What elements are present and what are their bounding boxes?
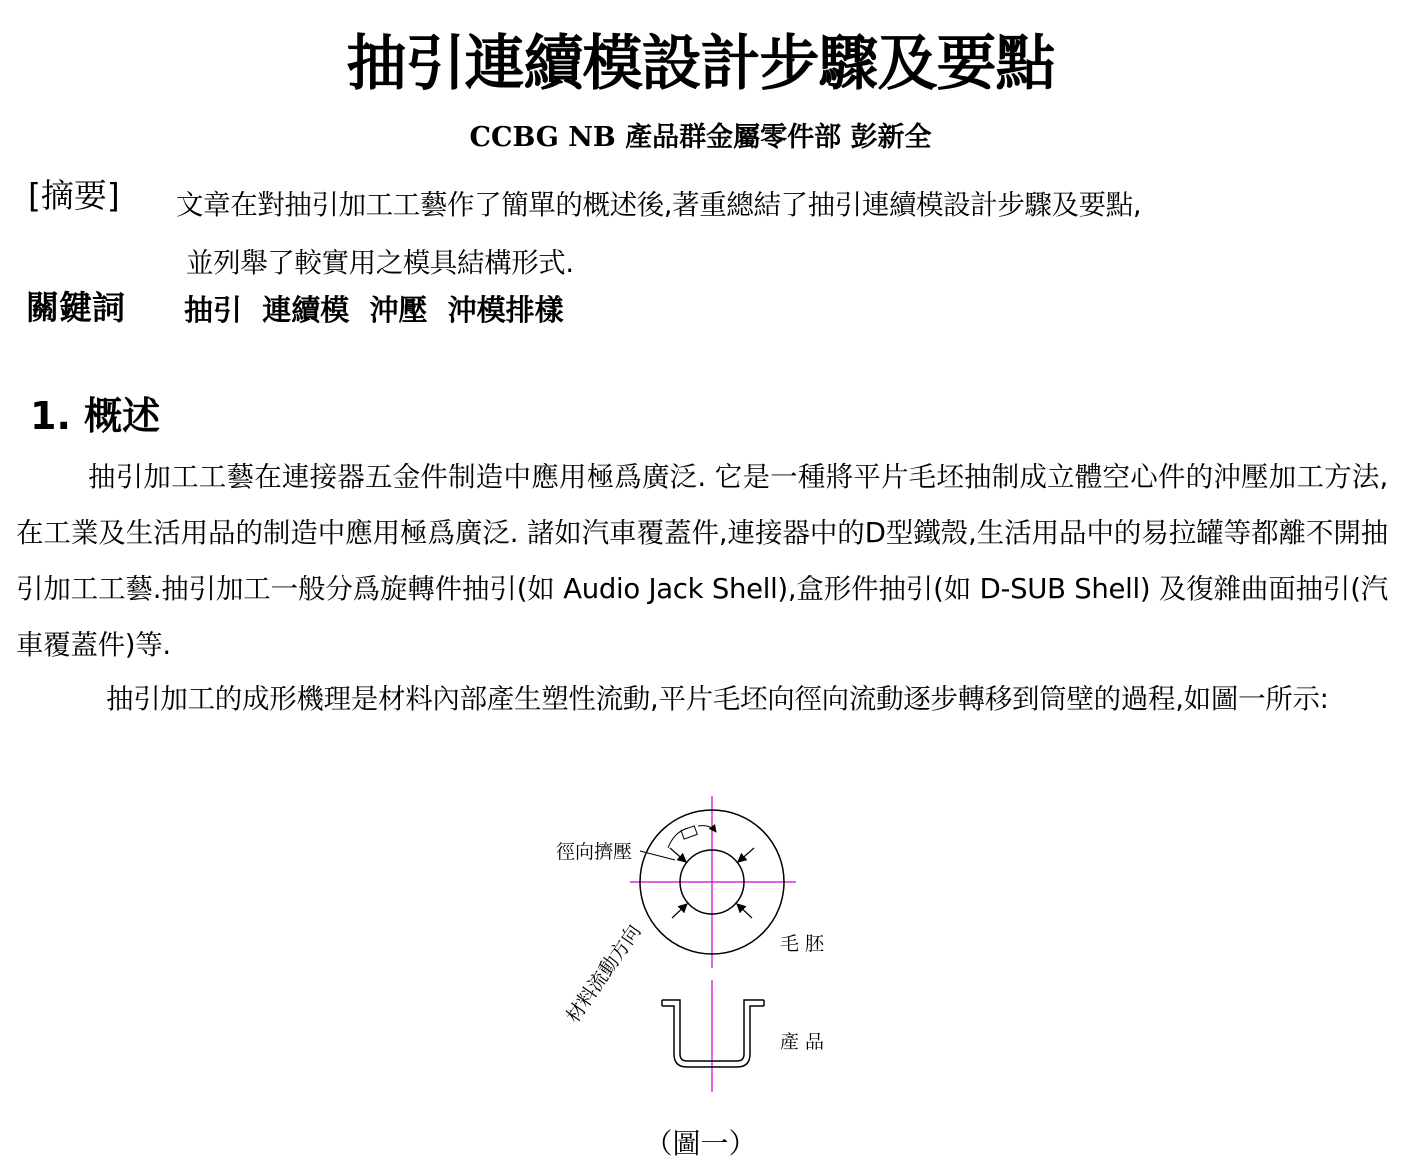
keyword: 沖模排樣 — [447, 293, 564, 327]
document-title: 抽引連續模設計步驟及要點 — [346, 29, 1055, 99]
element-block — [681, 826, 697, 839]
drawing-figure — [540, 790, 860, 1120]
keyword: 抽引 — [184, 293, 243, 327]
paragraph: 抽引加工工藝在連接器五金件制造中應用極爲廣泛. 它是一種將平片毛坯抽制成立體空心件的沖壓加工方法,在工業及生活用品的制造中應用極爲廣泛. 諸如汽車覆蓋件,連接器中的D型鐵殼,生活用品中的易拉罐等都離不開抽引加工工藝.抽引加工一般分爲旋轉件抽引(如 Audio Jack Shell),盒形件抽引(如 D-SUB Shell) 及復雜曲面抽引(汽車覆蓋件)等. — [16, 461, 1388, 661]
label-product: 產 品 — [780, 1031, 825, 1053]
abstract-label: [摘要] — [28, 176, 120, 215]
figure-caption: （圖一） — [644, 1127, 757, 1160]
label-radial: 徑向擠壓 — [556, 841, 633, 863]
keyword: 沖壓 — [369, 293, 428, 327]
label-flow: 材料流動方向 — [562, 920, 646, 1027]
tangential-arrow — [698, 826, 716, 832]
product-profile-inner — [662, 1006, 764, 1067]
section-title: 1. 概述 — [30, 394, 161, 438]
abstract-line-2: 並列舉了較實用之模具結構形式. — [186, 247, 574, 279]
radial-arrow — [738, 848, 754, 862]
radial-arrow — [737, 904, 752, 918]
keywords-list — [184, 288, 564, 332]
abstract-line-1: 文章在對抽引加工工藝作了簡單的概述後,著重總結了抽引連續模設計步驟及要點, — [176, 189, 1142, 221]
abstract-text — [176, 176, 1391, 292]
keyword: 連續模 — [262, 293, 350, 327]
keywords-label: 關鍵詞 — [26, 288, 125, 327]
paragraph: 抽引加工的成形機理是材料內部產生塑性流動,平片毛坯向徑向流動逐步轉移到筒壁的過程,如圖一所示: — [106, 683, 1329, 715]
author-line: CCBG NB 產品群金屬零件部 彭新全 — [469, 122, 932, 153]
product-profile-outer — [662, 1000, 764, 1061]
radial-arrow — [670, 848, 686, 862]
label-blank: 毛 胚 — [780, 933, 825, 955]
radial-arrow — [672, 904, 687, 918]
